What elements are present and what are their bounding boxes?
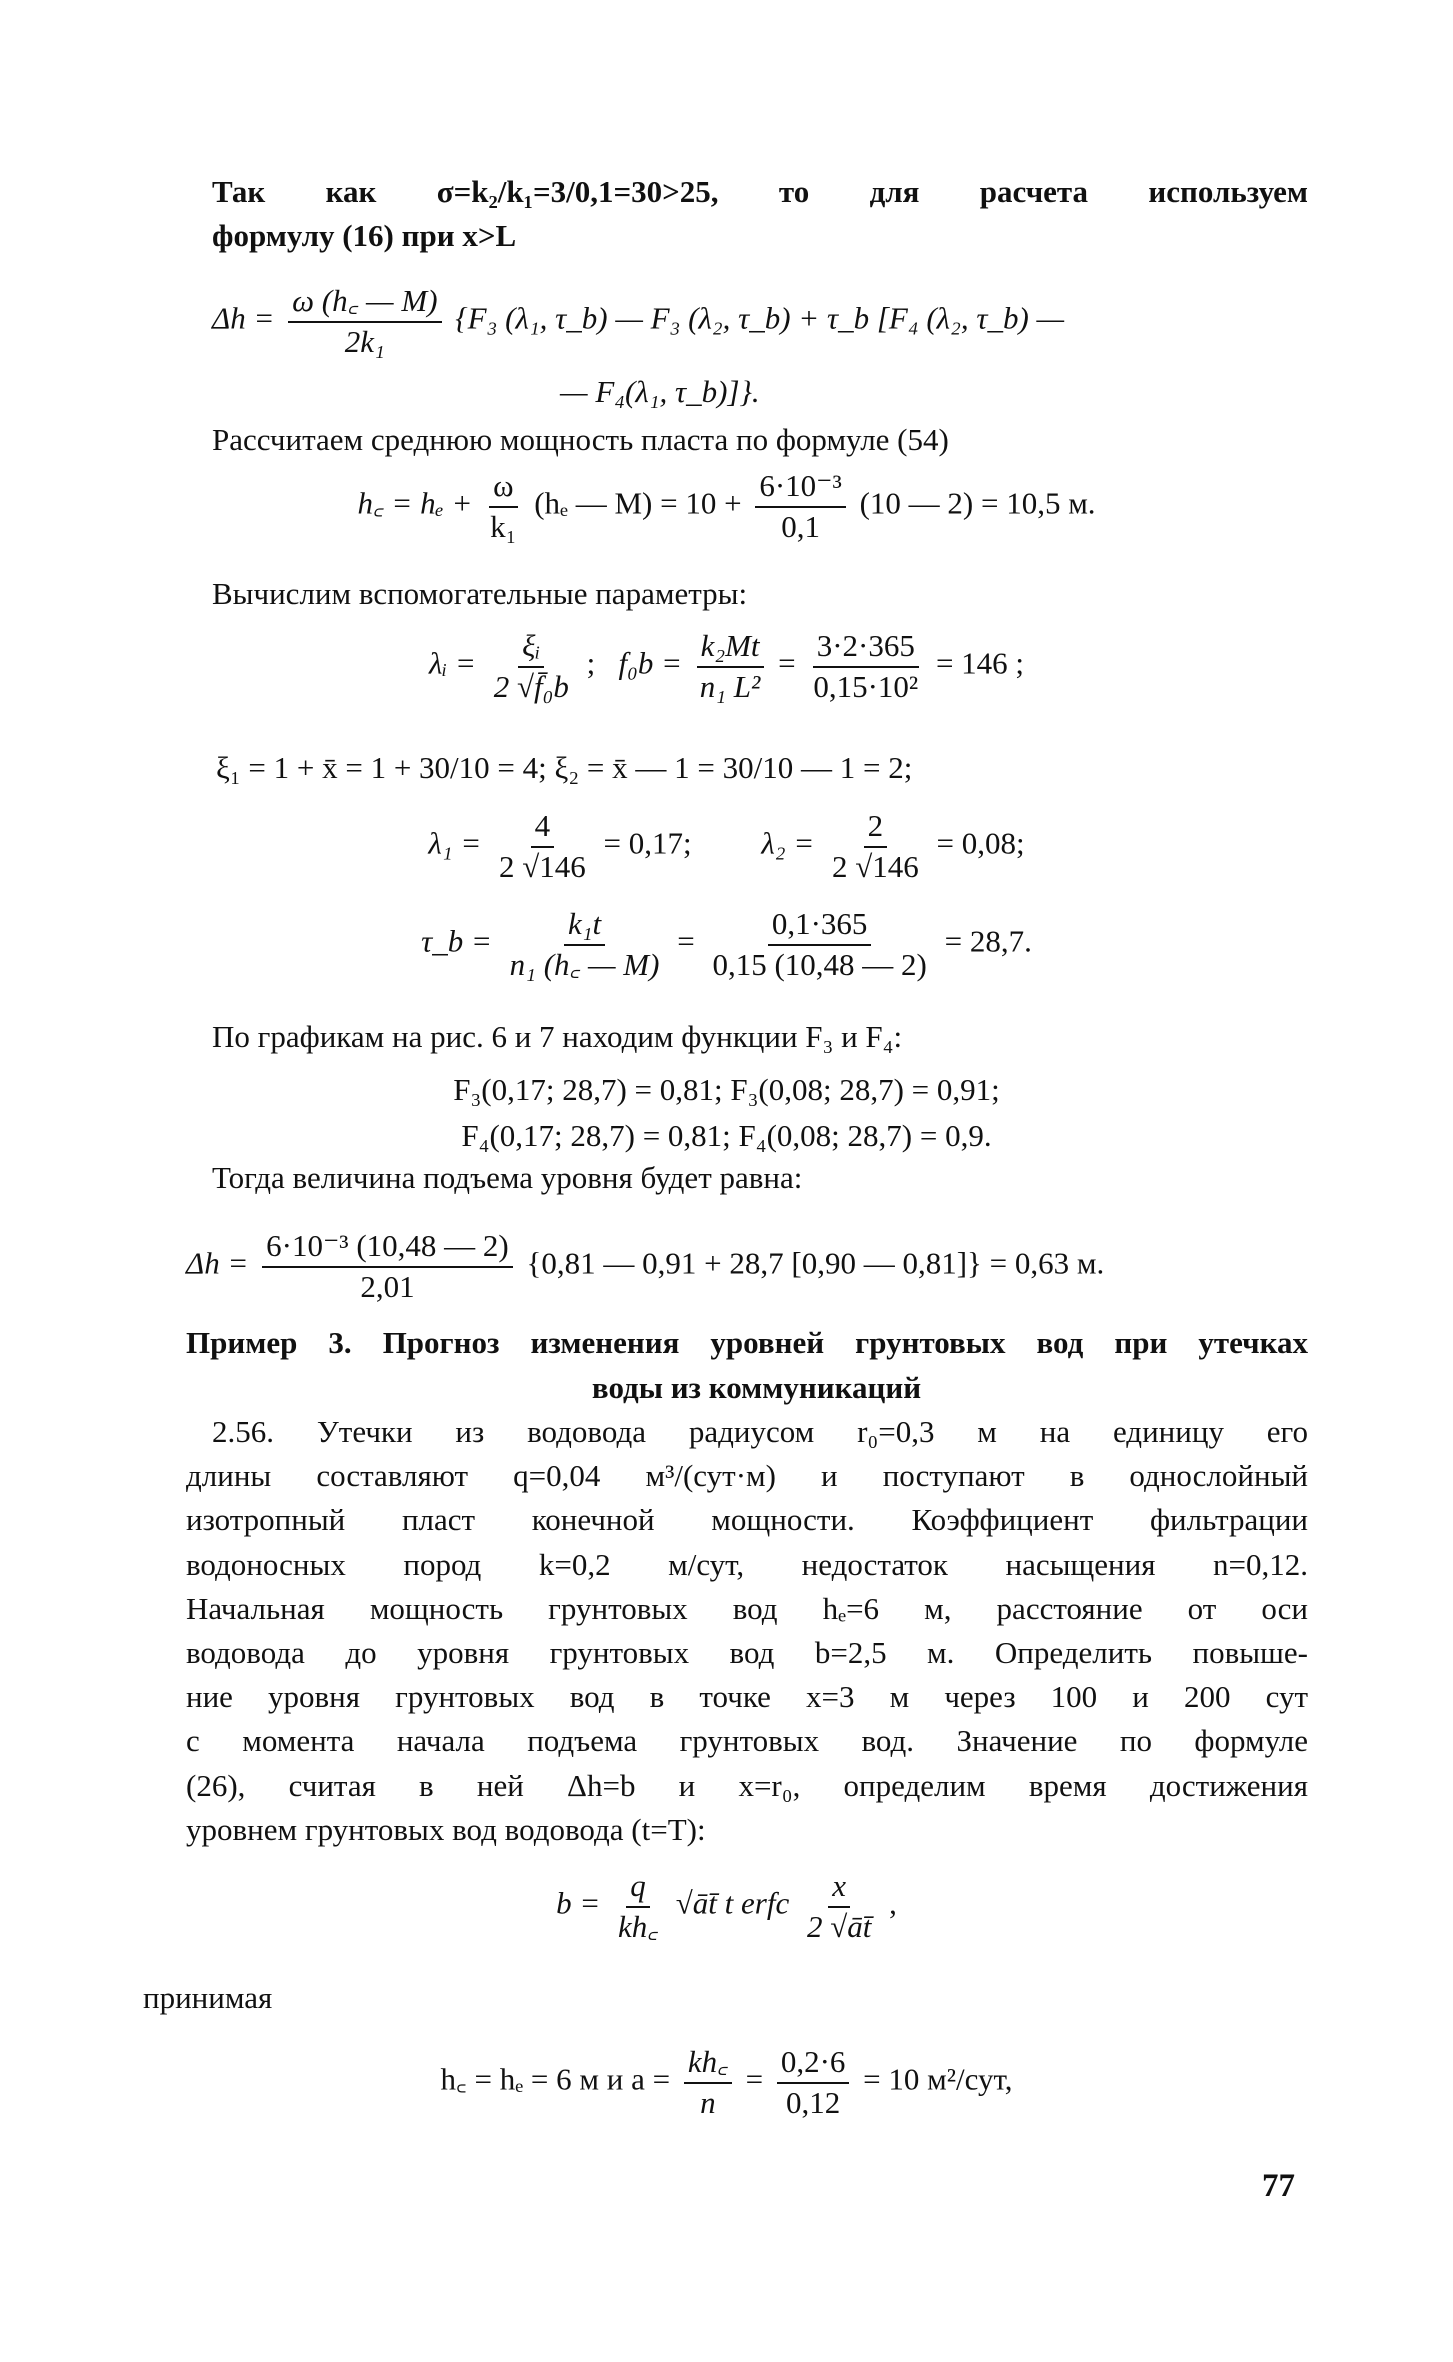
- fraction: [708, 908, 930, 981]
- denominator: 0,15·10²: [813, 668, 919, 704]
- formula-result: [186, 1230, 1104, 1303]
- formula-lhs: λᵢ =: [428, 645, 476, 681]
- fraction: [506, 908, 664, 981]
- example-heading-line-2: воды из коммуникаций: [591, 1370, 922, 1405]
- formula-tau: [0, 908, 1453, 981]
- formula-lhs: λ₁ =: [428, 825, 482, 861]
- fraction: [777, 2046, 850, 2119]
- fraction: [614, 1870, 662, 1943]
- denominator: 2 √āt̄: [806, 1908, 872, 1944]
- f3-values: F₃(0,17; 28,7) = 0,81; F₃(0,08; 28,7) = 0,91;: [453, 1072, 1000, 1107]
- formula-lhs: Δh =: [186, 1245, 249, 1281]
- paragraph-line: изотропный пласт конечной мощности. Коэффициент фильтрации: [186, 1502, 1308, 1538]
- formula-b: [0, 1870, 1453, 1943]
- numerator: kh꜀: [684, 2046, 732, 2084]
- denominator: 0,15 (10,48 — 2): [712, 946, 927, 982]
- formula-lambda: [0, 630, 1453, 703]
- intro-line-1: Так как σ=k₂/k₁=3/0,1=30>25, то для расчета используем: [212, 174, 1308, 209]
- fraction: [262, 1230, 513, 1303]
- paragraph-line: ние уровня грунтовых вод в точке x=3 м через 100 и 200 сут: [186, 1679, 1308, 1715]
- text-graphs: По графикам на рис. 6 и 7 находим функции F₃ и F₄:: [212, 1019, 903, 1054]
- paragraph-line: (26), считая в ней Δh=b и x=r₀, определим время достижения: [186, 1767, 1308, 1803]
- numerator: q: [626, 1870, 650, 1908]
- formula-hc: [0, 470, 1453, 543]
- numerator: x: [828, 1870, 850, 1908]
- fraction: [495, 810, 590, 883]
- text-aux-params: Вычислим вспомогательные параметры:: [212, 576, 748, 611]
- paragraph-line: водовода до уровня грунтовых вод b=2,5 м. Определить повыше-: [186, 1635, 1308, 1671]
- formula-mid: (hₑ — M) = 10 +: [534, 485, 742, 521]
- intro-line-2: формулу (16) при x>L: [212, 218, 517, 253]
- paragraph-line: длины составляют q=0,04 м³/(сут·м) и поступают в однослойный: [186, 1458, 1308, 1494]
- fraction: [809, 630, 922, 703]
- numerator: 6·10⁻³: [755, 470, 845, 508]
- numerator: 6·10⁻³ (10,48 — 2): [262, 1230, 513, 1268]
- formula-rhs: = 146 ;: [935, 645, 1025, 681]
- numerator: ξᵢ: [518, 630, 544, 668]
- fraction: [803, 1870, 875, 1943]
- formula-final: [0, 2046, 1453, 2119]
- formula-rhs: = 0,08;: [936, 825, 1025, 861]
- formula-rhs: = 28,7.: [944, 923, 1032, 959]
- numerator: 0,2·6: [777, 2046, 850, 2084]
- formula-rhs: = 10 м²/сут,: [863, 2061, 1013, 2097]
- formula-lhs: h꜀ = hₑ +: [357, 485, 473, 521]
- formula-xi: ξ₁ = 1 + x̄ = 1 + 30/10 = 4; ξ₂ = x̄ — 1 = 30/10 — 1 = 2;: [216, 750, 913, 785]
- numerator: 4: [531, 810, 555, 848]
- separator: ;: [586, 645, 596, 681]
- f4-values: F₄(0,17; 28,7) = 0,81; F₄(0,08; 28,7) = 0,9.: [461, 1118, 992, 1153]
- page-number: 77: [1262, 2168, 1295, 2204]
- denominator: n₁ (h꜀ — M): [509, 946, 660, 982]
- formula-rhs: ,: [889, 1885, 897, 1921]
- fraction: [696, 630, 765, 703]
- fraction: [490, 630, 573, 703]
- paragraph-2-56: [186, 1410, 1308, 1852]
- text-average-thickness: Рассчитаем среднюю мощность пласта по формуле (54): [212, 422, 949, 457]
- paragraph-line: Начальная мощность грунтовых вод hₑ=6 м, расстояние от оси: [186, 1590, 1308, 1626]
- fraction: [288, 285, 441, 358]
- text-then: Тогда величина подъема уровня будет равна:: [212, 1160, 803, 1195]
- paragraph-line: с момента начала подъема грунтовых вод. Значение по формуле: [186, 1723, 1308, 1759]
- formula-lambda12: [0, 810, 1453, 883]
- fraction: [755, 470, 845, 543]
- formula-rhs: {0,81 — 0,91 + 28,7 [0,90 — 0,81]} = 0,63 м.: [526, 1245, 1105, 1281]
- denominator: 2,01: [360, 1268, 415, 1304]
- formula-rhs: {F₃ (λ₁, τ_b) — F₃ (λ₂, τ_b) + τ_b [F₄ (λ₂, τ_b) —: [455, 300, 1065, 336]
- paragraph-line: 2.56. Утечки из водовода радиусом r₀=0,3 м на единицу его: [212, 1414, 1308, 1449]
- formula-delta-h-cont: — F₄(λ₁, τ_b)]}.: [560, 374, 760, 409]
- numerator: k₁t: [564, 908, 605, 946]
- numerator: 2: [864, 810, 888, 848]
- denominator: kh꜀: [618, 1908, 659, 1944]
- numerator: k₂Mt: [697, 630, 764, 668]
- formula-rhs: = 0,17;: [603, 825, 692, 861]
- denominator: 0,1: [781, 508, 820, 544]
- formula-rhs: (10 — 2) = 10,5 м.: [859, 485, 1096, 521]
- fraction: [684, 2046, 732, 2119]
- equals: =: [677, 923, 695, 959]
- formula-lhs: h꜀ = hₑ = 6 м и a =: [440, 2061, 671, 2097]
- equals: =: [778, 645, 796, 681]
- numerator: 0,1·365: [768, 908, 872, 946]
- formula-lhs: f₀b =: [618, 645, 683, 681]
- formula-lhs: Δh =: [212, 300, 275, 336]
- denominator: 2 √146: [832, 848, 919, 884]
- numerator: 3·2·365: [813, 630, 919, 668]
- formula-lhs: b =: [556, 1885, 601, 1921]
- example-heading-line-1: Пример 3. Прогноз изменения уровней грунтовых вод при утечках: [186, 1325, 1308, 1360]
- fraction: [486, 470, 520, 543]
- denominator: k₁: [490, 508, 517, 544]
- denominator: n: [700, 2084, 716, 2120]
- formula-lhs: τ_b =: [421, 923, 492, 959]
- fraction: [828, 810, 923, 883]
- denominator: 2 √146: [499, 848, 586, 884]
- formula-lhs: λ₂ =: [761, 825, 815, 861]
- numerator: ω (h꜀ — M): [288, 285, 441, 323]
- paragraph-line: водоносных пород k=0,2 м/сут, недостаток насыщения n=0,12.: [186, 1546, 1308, 1582]
- formula-mid: √āt̄ t erfc: [675, 1885, 790, 1921]
- denominator: 0,12: [785, 2084, 841, 2120]
- formula-delta-h: [212, 285, 1064, 358]
- paragraph-line: уровнем грунтовых вод водовода (t=T):: [186, 1811, 706, 1847]
- denominator: 2 √f̄₀b: [493, 668, 569, 704]
- text-taking: принимая: [143, 1980, 273, 2015]
- numerator: ω: [489, 470, 517, 508]
- equals: =: [745, 2061, 764, 2097]
- denominator: n₁ L²: [699, 668, 761, 704]
- denominator: 2k₁: [344, 323, 385, 359]
